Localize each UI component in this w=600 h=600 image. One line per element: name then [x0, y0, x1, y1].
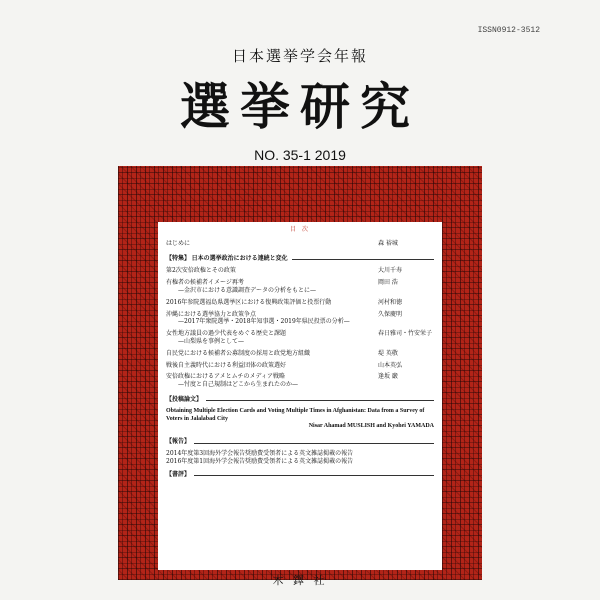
series-title: 日本選挙学会年報 — [231, 47, 368, 65]
volume-number: NO. 35-1 2019 — [254, 147, 346, 163]
toc-item: 戦後自主義時代における利益団体の政策選好 山本英弘 — [166, 361, 403, 369]
toc-item: 安倍政権におけるアメとムチのメディア戦略 逢坂 巌 —忖度と自己規制はどこから生まれたのか— — [166, 373, 398, 389]
report-item: 2016年度第1回海外学会報告奨励費受領者による英文雑誌掲載の報告 — [166, 457, 354, 465]
toc-item: 2016年参院選福島県選挙区における復興政策評価と投票行動 河村和徳 — [166, 298, 403, 306]
toc-heading: 目 次 — [290, 226, 310, 233]
publisher-name: 木 鐸 社 — [272, 574, 328, 587]
toc-item: 沖縄における選挙協力と政策争点 久保慶明 —2017年衆院選挙・2018年知事選・2019年県民投票の分析— — [166, 310, 403, 326]
journal-title: 選挙研究 — [180, 77, 420, 136]
toc-item: 自民党における候補者公募制度の採用と政党地方組織 堤 英敬 — [166, 349, 398, 357]
toc-item: 有権者の候補者イメージ再考 岡田 浩 —金沢市における意識調査データの分析をもとに— — [166, 279, 398, 294]
contributed-section-label: 【投稿論文】 — [166, 397, 434, 405]
toc-item: 女性地方議員の過少代表をめぐる歴史と課題 春日雅司・竹安栄子 —山梨県を事例として— — [166, 330, 433, 345]
report-item: 2014年度第3回海外学会報告奨励費受領者による英文雑誌掲載の報告 — [166, 449, 354, 457]
report-section-label: 【報告】 — [166, 439, 434, 447]
toc-item-author: 森 裕城 — [378, 239, 398, 247]
toc-item: 第2次安倍政権とその政策 大川千寿 — [166, 267, 403, 275]
contributed-article-author: Nisar Ahamad MUSLISH and Kyohei YAMADA — [308, 423, 434, 430]
toc-intro — [166, 240, 434, 248]
contributed-article-title: Obtaining Multiple Election Cards and Voting Multiple Times in Afghanistan: Data from a Survey of Voters in Jalalabad City — [166, 407, 425, 422]
table-of-contents — [158, 222, 442, 570]
issn: ISSN0912-3512 — [477, 26, 540, 35]
special-section-label: 【特集】 日本の選挙政治における連続と変化 — [166, 256, 434, 264]
review-section-label: 【書評】 — [166, 472, 434, 480]
toc-item-title: はじめに — [166, 239, 191, 247]
